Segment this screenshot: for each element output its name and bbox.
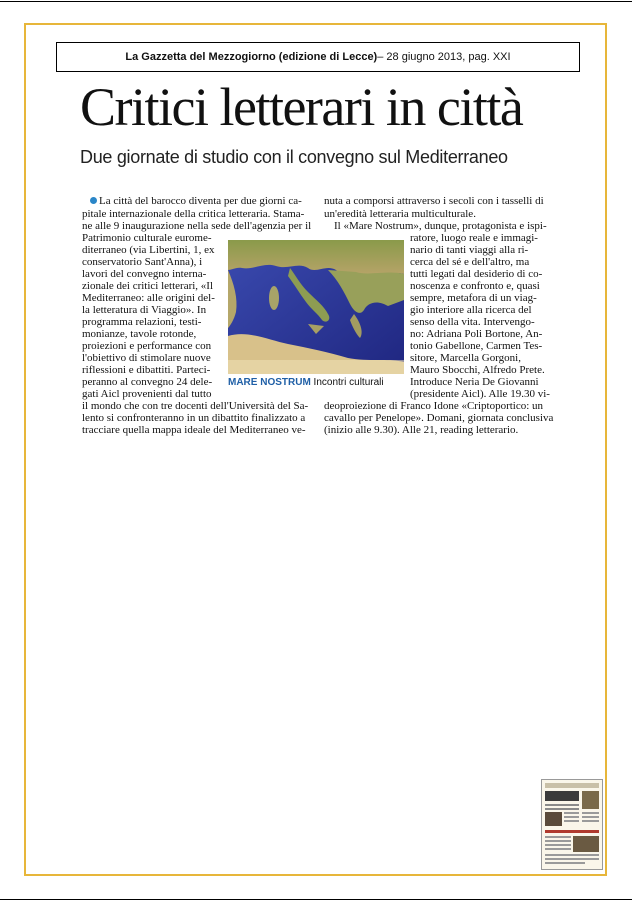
article-line: proiezioni e performance con bbox=[82, 340, 212, 352]
article-line: Il «Mare Nostrum», dunque, protagonista e ispi- bbox=[334, 220, 547, 232]
article-line: riflessioni e dibattiti. Parteci- bbox=[82, 364, 211, 376]
article-line: nuta a comporsi attraverso i secoli con i tasselli di bbox=[324, 195, 544, 207]
article-line: noscenza e confronto e, quasi bbox=[410, 280, 540, 292]
top-rule bbox=[0, 1, 632, 2]
article-line: lento si confronteranno in un dibattito finalizzato a bbox=[82, 412, 306, 424]
article-line: monianze, tavole rotonde, bbox=[82, 328, 197, 340]
source-line bbox=[56, 42, 580, 72]
caption-text: Incontri culturali bbox=[310, 377, 384, 388]
bottom-rule bbox=[0, 899, 632, 900]
source-newspaper: La Gazzetta del Mezzogiorno (edizione di Lecce) bbox=[125, 51, 378, 63]
article-line: zionale dei critici letterari, «Il bbox=[82, 280, 214, 292]
article-line: tracciare quella mappa ideale del Mediterraneo ve- bbox=[82, 424, 306, 436]
article-line: Mauro Sbocchi, Alfredo Prete. bbox=[410, 364, 545, 376]
article-line: sempre, metafora di un viag- bbox=[410, 292, 537, 304]
article-line: lavori del convegno interna- bbox=[82, 268, 207, 280]
article-line: conservatorio Sant'Anna), i bbox=[82, 256, 203, 268]
article-line: La città del barocco diventa per due giorni ca- bbox=[99, 195, 302, 207]
source-date-page: – 28 giugno 2013, pag. XXI bbox=[377, 51, 511, 63]
subheadline: Due giornate di studio con il convegno sul Mediterraneo bbox=[80, 147, 508, 167]
mediterranean-satellite-photo bbox=[228, 240, 404, 374]
article-line: nario di tanti viaggi alla ri- bbox=[410, 244, 529, 256]
article-line: no: Adriana Poli Bortone, An- bbox=[410, 328, 543, 340]
article-line: gio interiore alla ricerca del bbox=[410, 304, 532, 316]
article-line: (presidente Aicl). Alle 19.30 vi- bbox=[410, 388, 550, 400]
article-line: l'obiettivo di stimolare nuove bbox=[82, 352, 211, 364]
article-line: Mediterraneo: alle origini del- bbox=[82, 292, 215, 304]
article-line: tutti legati dal desiderio di co- bbox=[410, 268, 543, 280]
photo-caption bbox=[228, 377, 384, 389]
article-line: programma relazioni, testi- bbox=[82, 316, 202, 328]
article-line: diterraneo (via Libertini, 1, ex bbox=[82, 244, 215, 256]
article-line: gati Aicl provenienti dal tutto bbox=[82, 388, 212, 400]
article-line: senso della vita. Intervengo- bbox=[410, 316, 535, 328]
article-line: pitale internazionale della critica letteraria. Stama- bbox=[82, 208, 305, 220]
caption-label: MARE NOSTRUM bbox=[228, 377, 311, 388]
headline: Critici letterari in città bbox=[80, 77, 523, 137]
article-line: tonio Gabellone, Carmen Tes- bbox=[410, 340, 543, 352]
article-line: la letteratura di Viaggio». In bbox=[82, 304, 207, 316]
article-line: il mondo che con tre docenti dell'Università del Sa- bbox=[82, 400, 309, 412]
article-line: Patrimonio culturale eurome- bbox=[82, 232, 212, 244]
article-line: deoproiezione di Franco Idone «Criptoportico: un bbox=[324, 400, 544, 412]
article-line: cavallo per Penelope». Domani, giornata conclusiva bbox=[324, 412, 554, 424]
article-line: cerca del sé e dell'altro, ma bbox=[410, 256, 530, 268]
article-line: peranno al convegno 24 dele- bbox=[82, 376, 213, 388]
article-line: (inizio alle 9.30). Alle 21, reading letterario. bbox=[324, 424, 519, 436]
page-thumbnail bbox=[541, 779, 603, 870]
article-line: sitore, Marcella Gorgoni, bbox=[410, 352, 521, 364]
bullet-dot-icon bbox=[90, 197, 97, 204]
article-line: ratore, luogo reale e immagi- bbox=[410, 232, 538, 244]
article-line: Introduce Neria De Giovanni bbox=[410, 376, 539, 388]
article-line: un'eredità letteraria multiculturale. bbox=[324, 208, 476, 220]
article-line: ne alle 9 inaugurazione nella sede dell'agenzia per il bbox=[82, 220, 312, 232]
